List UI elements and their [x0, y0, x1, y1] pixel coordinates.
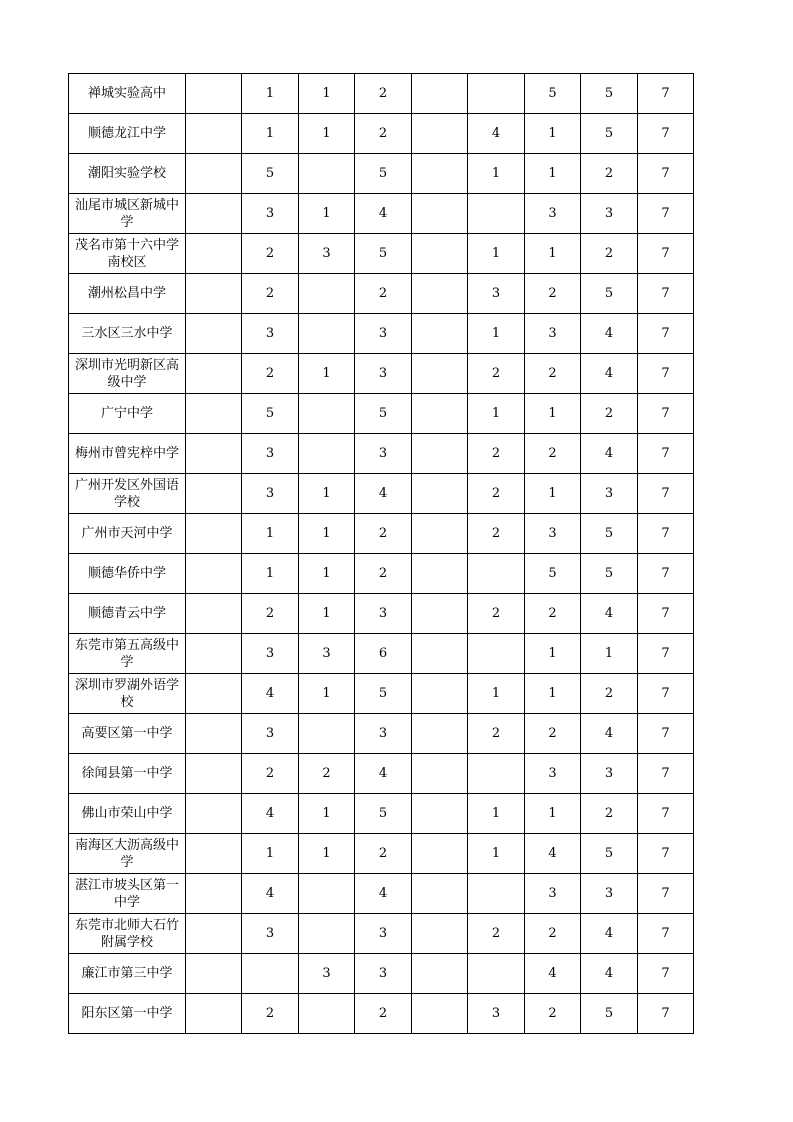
value-cell-c5 [412, 874, 468, 914]
value-cell-c7: 5 [525, 74, 581, 114]
value-cell-c9: 7 [638, 474, 694, 514]
value-cell-c8: 2 [581, 794, 638, 834]
value-cell-c6: 1 [468, 314, 525, 354]
school-name-cell [69, 274, 186, 314]
table-row [69, 834, 694, 874]
value-cell-c6 [468, 554, 525, 594]
value-cell-c9: 7 [638, 754, 694, 794]
school-name: 汕尾市城区新城中学 [74, 197, 179, 230]
school-name-cell [69, 874, 186, 914]
table-row [69, 674, 694, 714]
value-cell-c6: 1 [468, 834, 525, 874]
value-cell-c3: 1 [299, 514, 355, 554]
value-cell-c1 [186, 114, 242, 154]
value-cell-c6: 1 [468, 794, 525, 834]
table-row [69, 994, 694, 1034]
school-name-cell [69, 74, 186, 114]
value-cell-c3: 1 [299, 354, 355, 394]
value-cell-c3 [299, 274, 355, 314]
value-cell-c7: 1 [525, 634, 581, 674]
value-cell-c9: 7 [638, 994, 694, 1034]
value-cell-c1 [186, 794, 242, 834]
school-name: 梅州市曾宪梓中学 [74, 446, 179, 461]
value-cell-c2: 3 [242, 634, 299, 674]
value-cell-c8: 3 [581, 754, 638, 794]
value-cell-c7: 1 [525, 114, 581, 154]
value-cell-c6 [468, 194, 525, 234]
value-cell-c4: 3 [355, 354, 412, 394]
value-cell-c8: 2 [581, 154, 638, 194]
value-cell-c9: 7 [638, 354, 694, 394]
table-row [69, 794, 694, 834]
value-cell-c6 [468, 74, 525, 114]
value-cell-c1 [186, 394, 242, 434]
value-cell-c2: 1 [242, 514, 299, 554]
value-cell-c8: 4 [581, 434, 638, 474]
value-cell-c9: 7 [638, 154, 694, 194]
value-cell-c9: 7 [638, 274, 694, 314]
value-cell-c4: 5 [355, 794, 412, 834]
value-cell-c4: 4 [355, 874, 412, 914]
value-cell-c8: 3 [581, 474, 638, 514]
value-cell-c6 [468, 874, 525, 914]
value-cell-c9: 7 [638, 434, 694, 474]
value-cell-c1 [186, 954, 242, 994]
value-cell-c7: 5 [525, 554, 581, 594]
value-cell-c5 [412, 154, 468, 194]
value-cell-c3 [299, 394, 355, 434]
school-name: 广州开发区外国语学校 [74, 477, 179, 510]
school-name: 东莞市北师大石竹附属学校 [74, 917, 179, 950]
value-cell-c4: 2 [355, 274, 412, 314]
school-name: 深圳市光明新区高级中学 [74, 357, 179, 390]
value-cell-c9: 7 [638, 114, 694, 154]
value-cell-c8: 2 [581, 234, 638, 274]
value-cell-c6: 2 [468, 714, 525, 754]
value-cell-c9: 7 [638, 234, 694, 274]
value-cell-c6: 1 [468, 674, 525, 714]
table-body [69, 74, 694, 1034]
value-cell-c4: 3 [355, 314, 412, 354]
school-name-cell [69, 354, 186, 394]
value-cell-c4: 3 [355, 714, 412, 754]
value-cell-c3: 1 [299, 834, 355, 874]
value-cell-c6: 2 [468, 914, 525, 954]
school-name-cell [69, 394, 186, 434]
table-row [69, 474, 694, 514]
value-cell-c1 [186, 714, 242, 754]
value-cell-c3: 3 [299, 234, 355, 274]
value-cell-c4: 3 [355, 594, 412, 634]
school-name-cell [69, 434, 186, 474]
school-name-cell [69, 114, 186, 154]
value-cell-c4: 6 [355, 634, 412, 674]
value-cell-c9: 7 [638, 594, 694, 634]
value-cell-c1 [186, 74, 242, 114]
value-cell-c6: 3 [468, 274, 525, 314]
value-cell-c1 [186, 234, 242, 274]
table-row [69, 114, 694, 154]
value-cell-c3: 1 [299, 114, 355, 154]
value-cell-c5 [412, 194, 468, 234]
value-cell-c4: 2 [355, 834, 412, 874]
value-cell-c7: 1 [525, 474, 581, 514]
value-cell-c6: 1 [468, 154, 525, 194]
value-cell-c7: 2 [525, 914, 581, 954]
value-cell-c1 [186, 274, 242, 314]
value-cell-c7: 2 [525, 714, 581, 754]
school-name: 顺德华侨中学 [87, 566, 166, 581]
value-cell-c4: 5 [355, 674, 412, 714]
school-name-cell [69, 314, 186, 354]
value-cell-c2: 4 [242, 874, 299, 914]
value-cell-c3 [299, 154, 355, 194]
value-cell-c5 [412, 354, 468, 394]
value-cell-c5 [412, 674, 468, 714]
table-row [69, 954, 694, 994]
value-cell-c7: 2 [525, 274, 581, 314]
value-cell-c5 [412, 714, 468, 754]
value-cell-c9: 7 [638, 554, 694, 594]
value-cell-c2: 5 [242, 394, 299, 434]
table-row [69, 394, 694, 434]
value-cell-c7: 1 [525, 394, 581, 434]
value-cell-c4: 2 [355, 514, 412, 554]
value-cell-c3 [299, 434, 355, 474]
value-cell-c2: 4 [242, 794, 299, 834]
value-cell-c1 [186, 474, 242, 514]
value-cell-c9: 7 [638, 314, 694, 354]
school-name: 禅城实验高中 [87, 86, 166, 101]
value-cell-c1 [186, 154, 242, 194]
value-cell-c6 [468, 954, 525, 994]
value-cell-c2: 1 [242, 114, 299, 154]
school-name-cell [69, 954, 186, 994]
value-cell-c5 [412, 114, 468, 154]
value-cell-c4: 2 [355, 554, 412, 594]
value-cell-c8: 3 [581, 194, 638, 234]
value-cell-c8: 5 [581, 554, 638, 594]
table-row [69, 234, 694, 274]
value-cell-c6: 1 [468, 394, 525, 434]
value-cell-c1 [186, 754, 242, 794]
school-name: 潮州松昌中学 [87, 286, 166, 301]
value-cell-c1 [186, 514, 242, 554]
value-cell-c8: 5 [581, 74, 638, 114]
value-cell-c3: 2 [299, 754, 355, 794]
value-cell-c9: 7 [638, 714, 694, 754]
value-cell-c5 [412, 314, 468, 354]
value-cell-c6: 2 [468, 594, 525, 634]
value-cell-c6 [468, 634, 525, 674]
value-cell-c3: 1 [299, 594, 355, 634]
value-cell-c1 [186, 914, 242, 954]
value-cell-c2: 2 [242, 994, 299, 1034]
table-row [69, 194, 694, 234]
school-name: 顺德青云中学 [87, 606, 166, 621]
value-cell-c8: 5 [581, 274, 638, 314]
school-name-cell [69, 834, 186, 874]
value-cell-c8: 4 [581, 594, 638, 634]
school-name: 广州市天河中学 [81, 526, 173, 541]
value-cell-c6: 2 [468, 354, 525, 394]
value-cell-c6: 2 [468, 514, 525, 554]
school-name: 三水区三水中学 [81, 326, 173, 341]
value-cell-c1 [186, 354, 242, 394]
value-cell-c8: 4 [581, 314, 638, 354]
value-cell-c7: 3 [525, 514, 581, 554]
value-cell-c3: 1 [299, 554, 355, 594]
school-name-cell [69, 754, 186, 794]
value-cell-c9: 7 [638, 74, 694, 114]
school-name: 深圳市罗湖外语学校 [74, 677, 179, 710]
value-cell-c2: 3 [242, 194, 299, 234]
value-cell-c5 [412, 754, 468, 794]
value-cell-c6: 2 [468, 474, 525, 514]
value-cell-c7: 4 [525, 954, 581, 994]
value-cell-c8: 5 [581, 514, 638, 554]
value-cell-c1 [186, 834, 242, 874]
school-name: 徐闻县第一中学 [81, 766, 173, 781]
value-cell-c9: 7 [638, 194, 694, 234]
value-cell-c9: 7 [638, 674, 694, 714]
value-cell-c3: 3 [299, 634, 355, 674]
value-cell-c3: 1 [299, 674, 355, 714]
table-row [69, 754, 694, 794]
value-cell-c3 [299, 994, 355, 1034]
value-cell-c4: 5 [355, 154, 412, 194]
table-row [69, 554, 694, 594]
school-stats-table [68, 73, 694, 1034]
value-cell-c8: 5 [581, 994, 638, 1034]
table-row [69, 914, 694, 954]
value-cell-c9: 7 [638, 794, 694, 834]
value-cell-c3: 1 [299, 474, 355, 514]
value-cell-c7: 2 [525, 594, 581, 634]
value-cell-c2: 2 [242, 354, 299, 394]
table-row [69, 354, 694, 394]
value-cell-c5 [412, 394, 468, 434]
value-cell-c5 [412, 994, 468, 1034]
value-cell-c7: 3 [525, 194, 581, 234]
value-cell-c9: 7 [638, 514, 694, 554]
value-cell-c8: 1 [581, 634, 638, 674]
table-row [69, 314, 694, 354]
value-cell-c4: 2 [355, 74, 412, 114]
value-cell-c2: 3 [242, 914, 299, 954]
value-cell-c7: 4 [525, 834, 581, 874]
value-cell-c7: 2 [525, 354, 581, 394]
value-cell-c2: 3 [242, 314, 299, 354]
value-cell-c5 [412, 554, 468, 594]
value-cell-c5 [412, 74, 468, 114]
value-cell-c7: 2 [525, 434, 581, 474]
value-cell-c7: 1 [525, 154, 581, 194]
value-cell-c9: 7 [638, 394, 694, 434]
value-cell-c6: 1 [468, 234, 525, 274]
table-row [69, 434, 694, 474]
value-cell-c5 [412, 514, 468, 554]
value-cell-c5 [412, 594, 468, 634]
value-cell-c1 [186, 434, 242, 474]
table-row [69, 514, 694, 554]
school-name-cell [69, 994, 186, 1034]
value-cell-c5 [412, 274, 468, 314]
value-cell-c3: 1 [299, 74, 355, 114]
school-name: 阳东区第一中学 [81, 1006, 173, 1021]
school-name: 廉江市第三中学 [81, 966, 173, 981]
value-cell-c2: 1 [242, 74, 299, 114]
value-cell-c1 [186, 554, 242, 594]
value-cell-c3: 1 [299, 794, 355, 834]
value-cell-c5 [412, 954, 468, 994]
value-cell-c2: 3 [242, 434, 299, 474]
value-cell-c4: 3 [355, 954, 412, 994]
value-cell-c8: 2 [581, 394, 638, 434]
school-name-cell [69, 714, 186, 754]
table-row [69, 634, 694, 674]
school-name-cell [69, 594, 186, 634]
value-cell-c2: 3 [242, 714, 299, 754]
value-cell-c2: 2 [242, 234, 299, 274]
value-cell-c4: 5 [355, 234, 412, 274]
value-cell-c4: 4 [355, 474, 412, 514]
school-name-cell [69, 674, 186, 714]
value-cell-c5 [412, 634, 468, 674]
school-name-cell [69, 194, 186, 234]
school-name-cell [69, 914, 186, 954]
value-cell-c1 [186, 194, 242, 234]
value-cell-c1 [186, 314, 242, 354]
value-cell-c9: 7 [638, 834, 694, 874]
school-name: 佛山市荣山中学 [81, 806, 173, 821]
value-cell-c4: 4 [355, 754, 412, 794]
table-row [69, 594, 694, 634]
school-name: 顺德龙江中学 [87, 126, 166, 141]
value-cell-c2: 2 [242, 274, 299, 314]
value-cell-c3 [299, 314, 355, 354]
value-cell-c5 [412, 834, 468, 874]
value-cell-c4: 2 [355, 114, 412, 154]
value-cell-c1 [186, 994, 242, 1034]
value-cell-c3 [299, 874, 355, 914]
value-cell-c3: 1 [299, 194, 355, 234]
school-name-cell [69, 514, 186, 554]
table-row [69, 154, 694, 194]
value-cell-c1 [186, 874, 242, 914]
value-cell-c8: 5 [581, 834, 638, 874]
value-cell-c8: 4 [581, 714, 638, 754]
value-cell-c3 [299, 714, 355, 754]
value-cell-c4: 3 [355, 434, 412, 474]
school-name: 南海区大沥高级中学 [74, 837, 179, 870]
value-cell-c7: 3 [525, 874, 581, 914]
value-cell-c6: 4 [468, 114, 525, 154]
value-cell-c8: 4 [581, 354, 638, 394]
value-cell-c8: 2 [581, 674, 638, 714]
school-name: 潮阳实验学校 [87, 166, 166, 181]
value-cell-c8: 4 [581, 954, 638, 994]
value-cell-c8: 4 [581, 914, 638, 954]
value-cell-c8: 5 [581, 114, 638, 154]
value-cell-c7: 3 [525, 754, 581, 794]
value-cell-c7: 1 [525, 674, 581, 714]
school-name-cell [69, 794, 186, 834]
value-cell-c2: 5 [242, 154, 299, 194]
value-cell-c7: 1 [525, 234, 581, 274]
school-name-cell [69, 634, 186, 674]
value-cell-c8: 3 [581, 874, 638, 914]
value-cell-c1 [186, 674, 242, 714]
school-name: 广宁中学 [100, 406, 153, 421]
school-name-cell [69, 234, 186, 274]
value-cell-c5 [412, 434, 468, 474]
table-row [69, 714, 694, 754]
school-name: 茂名市第十六中学南校区 [74, 237, 179, 270]
value-cell-c9: 7 [638, 634, 694, 674]
school-name: 高要区第一中学 [81, 726, 173, 741]
table-row [69, 74, 694, 114]
value-cell-c7: 3 [525, 314, 581, 354]
value-cell-c7: 2 [525, 994, 581, 1034]
value-cell-c4: 2 [355, 994, 412, 1034]
value-cell-c2: 1 [242, 834, 299, 874]
value-cell-c6 [468, 754, 525, 794]
value-cell-c5 [412, 914, 468, 954]
value-cell-c1 [186, 594, 242, 634]
value-cell-c5 [412, 794, 468, 834]
value-cell-c2: 1 [242, 554, 299, 594]
value-cell-c9: 7 [638, 914, 694, 954]
value-cell-c9: 7 [638, 954, 694, 994]
value-cell-c6: 3 [468, 994, 525, 1034]
value-cell-c2 [242, 954, 299, 994]
school-name-cell [69, 154, 186, 194]
table-row [69, 874, 694, 914]
value-cell-c9: 7 [638, 874, 694, 914]
value-cell-c6: 2 [468, 434, 525, 474]
school-name: 湛江市坡头区第一中学 [74, 877, 179, 910]
value-cell-c4: 4 [355, 194, 412, 234]
value-cell-c4: 3 [355, 914, 412, 954]
value-cell-c4: 5 [355, 394, 412, 434]
school-name: 东莞市第五高级中学 [74, 637, 179, 670]
value-cell-c3: 3 [299, 954, 355, 994]
value-cell-c3 [299, 914, 355, 954]
school-name-cell [69, 474, 186, 514]
school-name-cell [69, 554, 186, 594]
value-cell-c7: 1 [525, 794, 581, 834]
value-cell-c2: 3 [242, 474, 299, 514]
value-cell-c2: 2 [242, 754, 299, 794]
value-cell-c2: 2 [242, 594, 299, 634]
table-row [69, 274, 694, 314]
value-cell-c1 [186, 634, 242, 674]
value-cell-c5 [412, 234, 468, 274]
value-cell-c2: 4 [242, 674, 299, 714]
value-cell-c5 [412, 474, 468, 514]
